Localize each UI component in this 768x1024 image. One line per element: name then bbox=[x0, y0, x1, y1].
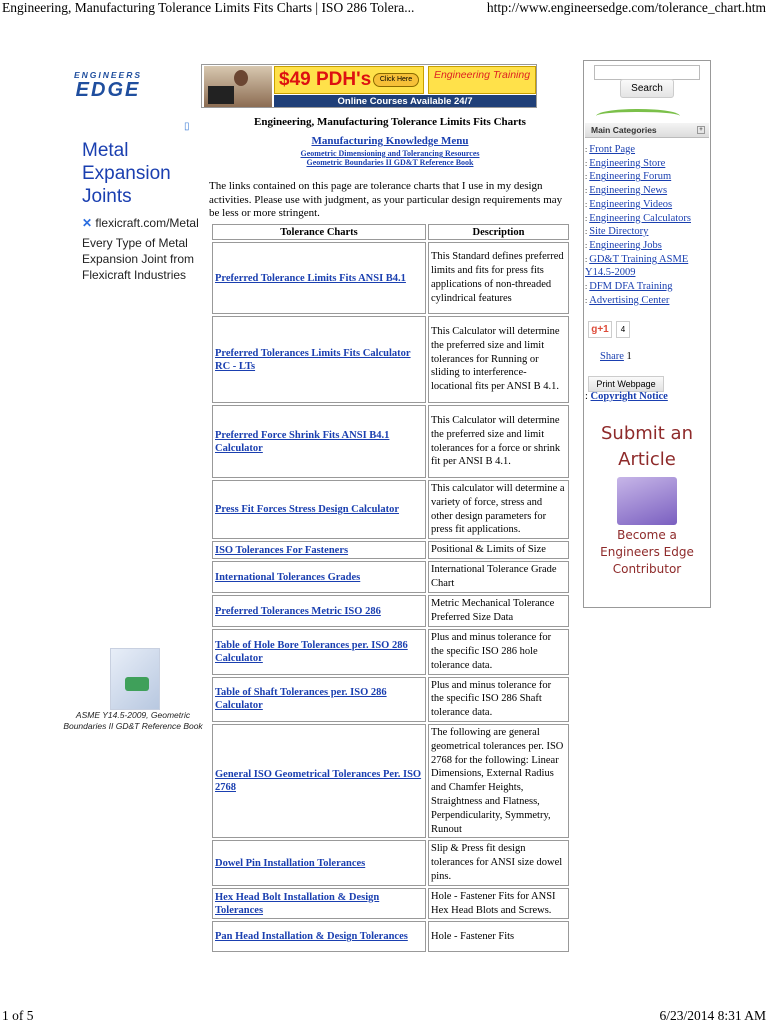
chart-link[interactable]: Preferred Tolerances Limits Fits Calculator RC - LTs bbox=[215, 347, 411, 372]
copyright-link[interactable]: Copyright Notice bbox=[590, 391, 668, 402]
col-header-charts: Tolerance Charts bbox=[212, 224, 426, 240]
table-row bbox=[212, 316, 569, 403]
table-row bbox=[212, 595, 569, 627]
ad-site-text: flexicraft.com/Metal bbox=[95, 216, 199, 230]
banner-training: Engineering Training bbox=[428, 66, 536, 94]
chart-description: This Calculator will determine the preferred size and limit tolerances for a force or shrink fit per ANSI B 4.1. bbox=[428, 405, 569, 478]
pdh-banner-ad[interactable] bbox=[201, 64, 537, 108]
share-link[interactable]: Share bbox=[600, 351, 624, 362]
chart-description: Positional & Limits of Size bbox=[428, 541, 569, 559]
table-row bbox=[212, 888, 569, 920]
ad-title[interactable]: Metal Expansion Joints bbox=[82, 140, 171, 207]
chart-description: Metric Mechanical Tolerance Preferred Size Data bbox=[428, 595, 569, 627]
category-item[interactable]: : Engineering Store bbox=[585, 157, 666, 169]
chart-link[interactable]: International Tolerances Grades bbox=[215, 571, 361, 583]
google-plus-count: 4 bbox=[616, 321, 630, 338]
table-header-row bbox=[212, 224, 569, 240]
copyright-item[interactable]: : Copyright Notice bbox=[585, 391, 668, 402]
submit-article-ad[interactable] bbox=[590, 421, 704, 578]
search-input[interactable] bbox=[594, 65, 700, 80]
x-icon: ✕ bbox=[82, 216, 93, 230]
chart-link[interactable]: Preferred Tolerances Metric ISO 286 bbox=[215, 605, 381, 617]
book-cover-image bbox=[110, 648, 160, 710]
tolerance-table bbox=[210, 222, 571, 954]
main-title: Engineering, Manufacturing Tolerance Limits Fits Charts bbox=[254, 116, 526, 128]
chart-link[interactable]: Pan Head Installation & Design Tolerances bbox=[215, 931, 408, 943]
category-item[interactable]: : Engineering Jobs bbox=[585, 239, 662, 251]
category-item[interactable]: : Engineering Videos bbox=[585, 198, 673, 210]
category-list bbox=[585, 143, 709, 307]
print-webpage-button[interactable]: Print Webpage bbox=[588, 376, 664, 392]
banner-price: $49 PDH's bbox=[279, 69, 372, 90]
gdt-book-ad[interactable] bbox=[60, 646, 206, 736]
banner-click-button[interactable]: Click Here bbox=[373, 73, 419, 87]
share-widget[interactable] bbox=[600, 351, 632, 362]
table-row bbox=[212, 242, 569, 314]
banner-person-image bbox=[204, 66, 272, 108]
menu-link-gdt-resources[interactable]: Geometric Dimensioning and Tolerancing Resources bbox=[300, 149, 480, 158]
share-count: 1 bbox=[626, 351, 632, 362]
category-item[interactable]: : Advertising Center bbox=[585, 294, 670, 306]
chart-description: International Tolerance Grade Chart bbox=[428, 561, 569, 593]
print-timestamp: 6/23/2014 8:31 AM bbox=[659, 1008, 766, 1023]
table-row bbox=[212, 405, 569, 478]
chart-link[interactable]: Preferred Force Shrink Fits ANSI B4.1 Calculator bbox=[215, 429, 390, 454]
categories-header bbox=[585, 123, 709, 138]
banner-price-box bbox=[274, 66, 424, 94]
menu-title-link[interactable]: Manufacturing Knowledge Menu bbox=[311, 135, 469, 147]
chart-description: Hole - Fastener Fits for ANSI Hex Head Blots and Screws. bbox=[428, 888, 569, 920]
chart-link[interactable]: Table of Shaft Tolerances per. ISO 286 Calculator bbox=[215, 687, 387, 712]
categories-title: Main Categories bbox=[591, 125, 657, 135]
category-item[interactable]: : Front Page bbox=[585, 144, 636, 155]
ad-text[interactable]: Every Type of Metal Expansion Joint from Flexicraft Industries bbox=[82, 236, 195, 282]
submit-title: Submit an Article bbox=[600, 423, 693, 470]
chart-link[interactable]: ISO Tolerances For Fasteners bbox=[215, 544, 349, 556]
chart-description: This Calculator will determine the preferred size and limit tolerances for Running or sliding to interference-locational fits per ANSI B 4.1. bbox=[428, 316, 569, 403]
table-row bbox=[212, 921, 569, 952]
category-item[interactable]: : Engineering Forum bbox=[585, 171, 672, 183]
logo-line1: ENGINEERS bbox=[73, 70, 143, 80]
book-caption: ASME Y14.5-2009, Geometric Boundaries II GD&T Reference Book bbox=[63, 710, 203, 731]
table-row bbox=[212, 629, 569, 674]
chart-description: The following are general geometrical tolerances per. ISO 2768 for the following: Linear Dimensions, External Radius and Chamfer Heights, Straightness and Flatness, Perpendicularity, Symmetry, Runout bbox=[428, 724, 569, 838]
table-row bbox=[212, 840, 569, 885]
table-row bbox=[212, 541, 569, 559]
expand-icon[interactable]: + bbox=[697, 126, 705, 134]
page-url: http://www.engineersedge.com/tolerance_chart.htm bbox=[486, 0, 766, 15]
chart-link[interactable]: Dowel Pin Installation Tolerances bbox=[215, 857, 366, 869]
chart-link[interactable]: Hex Head Bolt Installation & Design Tolerances bbox=[215, 891, 380, 916]
ad-choices-icon[interactable]: ▯ bbox=[184, 121, 190, 132]
table-row bbox=[212, 677, 569, 722]
page-title: Engineering, Manufacturing Tolerance Limits Fits Charts | ISO 286 Tolera... bbox=[2, 0, 415, 15]
category-item[interactable]: : Site Directory bbox=[585, 226, 649, 238]
chart-description: Plus and minus tolerance for the specific ISO 286 hole tolerance data. bbox=[428, 629, 569, 674]
table-row bbox=[212, 480, 569, 539]
category-item[interactable]: : GD&T Training ASME Y14.5-2009 bbox=[585, 253, 689, 279]
right-sidebar bbox=[583, 60, 711, 608]
col-header-description: Description bbox=[428, 224, 569, 240]
chart-description: This Standard defines preferred limits and fits for press fits applications of non-threaded cylindrical features bbox=[428, 242, 569, 314]
ad-site[interactable] bbox=[82, 216, 199, 230]
intro-text: The links contained on this page are tolerance charts that I use in my design activities. Please use with judgment, as your particular design requirements may be less or more stringent. bbox=[209, 180, 563, 219]
page-count: 1 of 5 bbox=[2, 1008, 34, 1023]
table-row bbox=[212, 724, 569, 838]
google-plus-button[interactable]: g+1 bbox=[588, 321, 612, 338]
chart-description: Slip & Press fit design tolerances for ANSI size dowel pins. bbox=[428, 840, 569, 885]
engineers-edge-logo[interactable] bbox=[62, 70, 154, 102]
category-item[interactable]: : Engineering News bbox=[585, 185, 668, 197]
chart-description: Hole - Fastener Fits bbox=[428, 921, 569, 952]
banner-online: Online Courses Available 24/7 bbox=[274, 95, 536, 108]
table-row bbox=[212, 561, 569, 593]
chart-description: This calculator will determine a variety of force, stress and other design parameters for press fit applications. bbox=[428, 480, 569, 539]
category-item[interactable]: : DFM DFA Training bbox=[585, 281, 673, 293]
chart-link[interactable]: Press Fit Forces Stress Design Calculator bbox=[215, 504, 400, 516]
chart-link[interactable]: Preferred Tolerance Limits Fits ANSI B4.1 bbox=[215, 272, 406, 284]
category-item[interactable]: : Engineering Calculators bbox=[585, 212, 691, 224]
chart-link[interactable]: General ISO Geometrical Tolerances Per. ISO 2768 bbox=[215, 769, 422, 794]
menu-link-gdt-book[interactable]: Geometric Boundaries II GD&T Reference Book bbox=[306, 158, 474, 167]
chart-description: Plus and minus tolerance for the specific ISO 286 Shaft tolerance data. bbox=[428, 677, 569, 722]
search-button[interactable]: Search bbox=[620, 79, 674, 98]
logo-line2: EDGE bbox=[75, 79, 141, 101]
chart-link[interactable]: Table of Hole Bore Tolerances per. ISO 286 Calculator bbox=[215, 639, 408, 664]
submit-subtitle: Become a Engineers Edge Contributor bbox=[600, 528, 694, 576]
decorative-arc bbox=[596, 109, 680, 123]
papers-icon bbox=[617, 477, 677, 525]
